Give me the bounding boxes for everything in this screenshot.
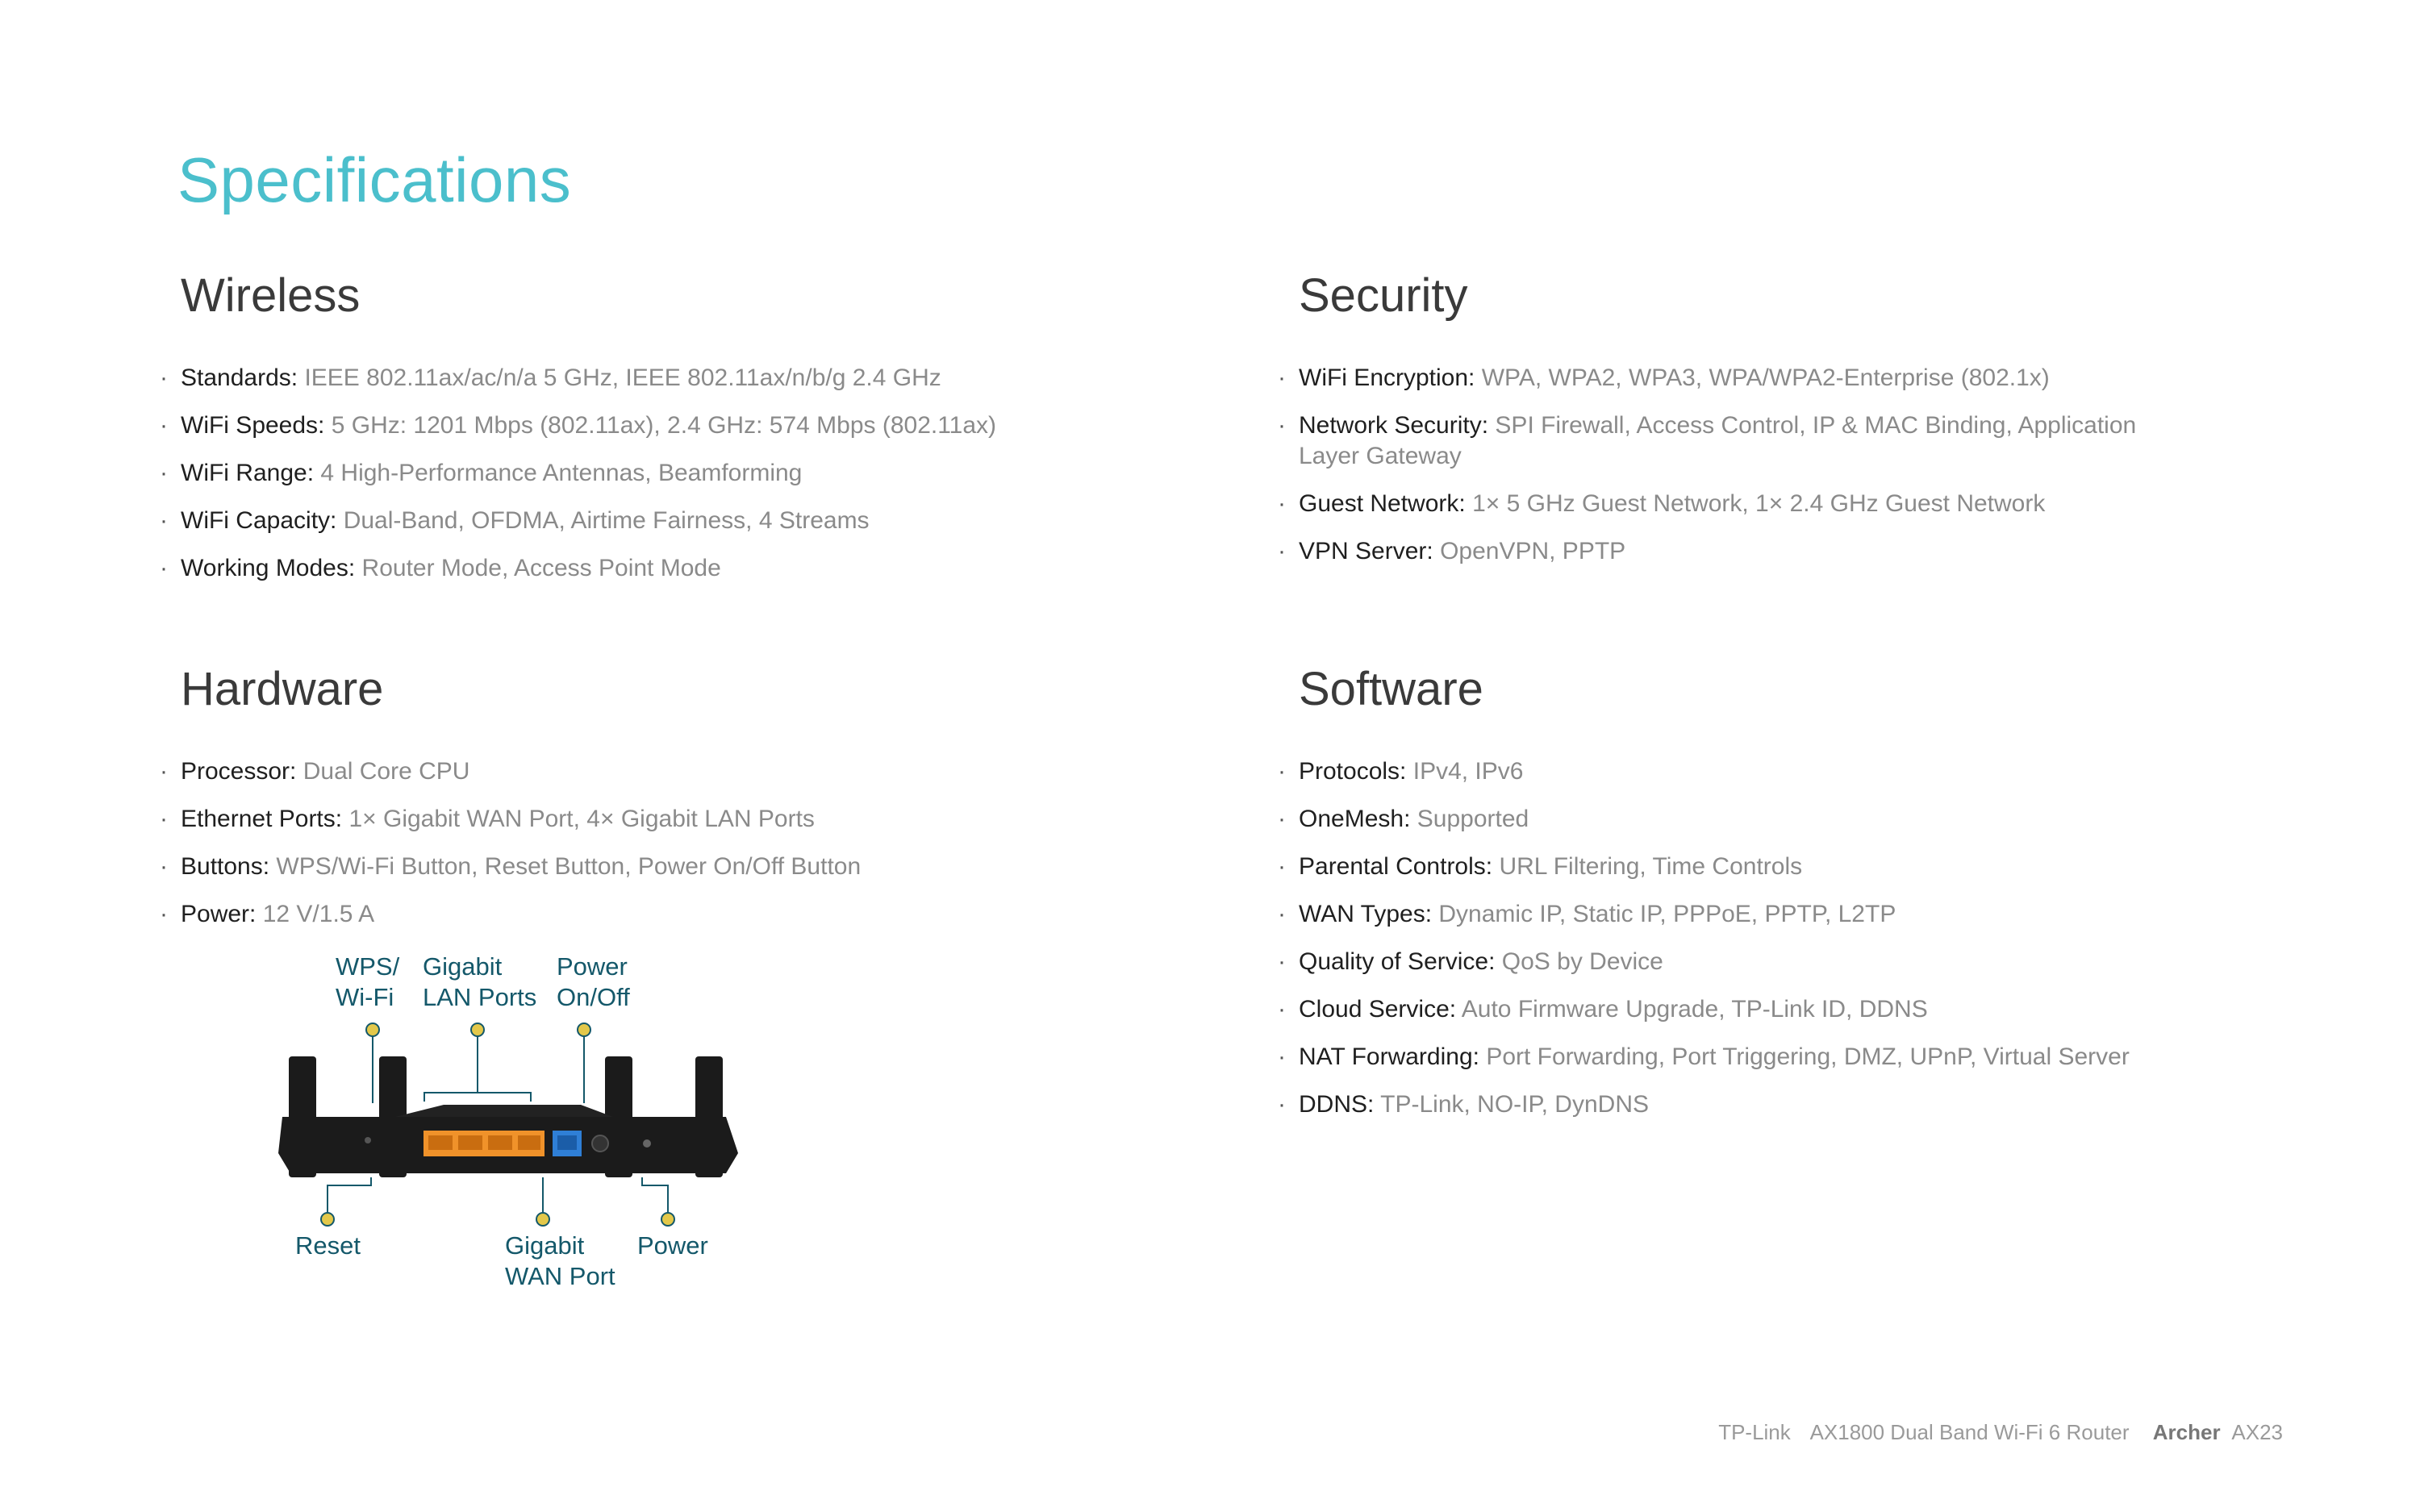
bullet-dot: · <box>160 412 168 439</box>
spec-item <box>1278 899 2347 930</box>
bullet-dot: · <box>1278 948 1286 975</box>
callout-dot-power <box>661 1213 674 1226</box>
spec-key: WiFi Capacity: <box>181 507 337 534</box>
bullet-dot: · <box>1278 758 1286 785</box>
label-wps-line1: WPS/ <box>336 952 400 981</box>
label-lan-line2: LAN Ports <box>423 983 537 1011</box>
router-top-ridge <box>395 1105 613 1117</box>
page-title: Specifications <box>177 144 572 215</box>
callout-dot-wan <box>536 1213 549 1226</box>
spec-key: VPN Server: <box>1299 538 1433 564</box>
footer-model-series: Archer <box>2152 1420 2221 1444</box>
spec-key: Cloud Service: <box>1299 996 1457 1023</box>
spec-key: Processor: <box>181 758 297 785</box>
hardware-heading: Hardware <box>181 663 384 715</box>
spec-item <box>160 506 1229 536</box>
bullet-dot: · <box>1278 853 1286 880</box>
wireless-spec-list <box>160 363 1229 584</box>
spec-value: Router Mode, Access Point Mode <box>361 555 721 581</box>
bullet-dot: · <box>160 364 168 391</box>
spec-value: TP-Link, NO-IP, DynDNS <box>1380 1091 1649 1118</box>
spec-item <box>1278 410 2146 472</box>
label-power-switch-line1: Power <box>557 952 628 981</box>
spec-key: NAT Forwarding: <box>1299 1043 1479 1070</box>
spec-item <box>160 804 1229 835</box>
spec-value: IEEE 802.11ax/ac/n/a 5 GHz, IEEE 802.11ax/n/b/g 2.4 GHz <box>304 364 941 391</box>
spec-item <box>1278 1042 2347 1073</box>
spec-key: WiFi Range: <box>181 460 315 486</box>
security-spec-list <box>1278 363 2146 567</box>
bullet-dot: · <box>1278 996 1286 1023</box>
spec-key: WiFi Speeds: <box>181 412 325 439</box>
spec-value: WPS/Wi-Fi Button, Reset Button, Power On/Off Button <box>276 853 862 880</box>
spec-key: Ethernet Ports: <box>181 806 343 832</box>
power-switch-shape <box>592 1135 608 1152</box>
label-power-switch <box>557 952 630 1013</box>
spec-item <box>1278 994 2347 1025</box>
bullet-dot: · <box>1278 1091 1286 1118</box>
spec-value: Supported <box>1417 806 1529 832</box>
spec-item <box>1278 804 2347 835</box>
spec-item <box>1278 363 2146 394</box>
wps-button-shape <box>365 1137 371 1143</box>
spec-value: Dual-Band, OFDMA, Airtime Fairness, 4 Streams <box>343 507 870 534</box>
bullet-dot: · <box>1278 490 1286 517</box>
label-wan-line1: Gigabit <box>505 1231 585 1260</box>
spec-value: WPA, WPA2, WPA3, WPA/WPA2-Enterprise (802.1x) <box>1481 364 2050 391</box>
bullet-dot: · <box>1278 1043 1286 1070</box>
spec-item <box>160 852 1229 882</box>
spec-value: 12 V/1.5 A <box>262 901 375 927</box>
software-spec-list <box>1278 756 2347 1120</box>
footer-product: AX1800 Dual Band Wi-Fi 6 Router <box>1809 1420 2130 1444</box>
label-reset: Reset <box>295 1231 361 1260</box>
software-heading: Software <box>1299 663 1483 715</box>
spec-value: SPI Firewall, Access Control, IP & MAC Binding, Application Layer Gateway <box>1299 412 2137 469</box>
power-jack-shape <box>643 1139 651 1148</box>
bullet-dot: · <box>1278 412 1286 439</box>
footer-model-number: AX23 <box>2231 1420 2283 1444</box>
spec-key: Guest Network: <box>1299 490 1466 517</box>
hardware-section <box>160 661 1229 947</box>
bullet-dot: · <box>160 806 168 832</box>
wireless-heading: Wireless <box>181 269 361 322</box>
spec-item <box>1278 756 2347 787</box>
label-lan-line1: Gigabit <box>423 952 503 981</box>
spec-value: Auto Firmware Upgrade, TP-Link ID, DDNS <box>1461 996 1928 1023</box>
spec-value: IPv4, IPv6 <box>1412 758 1524 785</box>
spec-value: 4 High-Performance Antennas, Beamforming <box>320 460 803 486</box>
spec-value: Dynamic IP, Static IP, PPPoE, PPTP, L2TP <box>1438 901 1896 927</box>
spec-key: Quality of Service: <box>1299 948 1496 975</box>
spec-key: Standards: <box>181 364 298 391</box>
bullet-dot: · <box>1278 901 1286 927</box>
spec-key: OneMesh: <box>1299 806 1411 832</box>
label-lan-ports <box>423 952 536 1013</box>
label-wps <box>336 952 399 1013</box>
footer-brand: TP-Link <box>1718 1420 1791 1444</box>
spec-key: Working Modes: <box>181 555 356 581</box>
security-heading: Security <box>1299 269 1468 322</box>
spec-key: Parental Controls: <box>1299 853 1493 880</box>
spec-item <box>1278 1089 2347 1120</box>
wireless-section <box>160 268 1229 601</box>
spec-value: 1× Gigabit WAN Port, 4× Gigabit LAN Ports <box>348 806 815 832</box>
spec-key: Power: <box>181 901 257 927</box>
bullet-dot: · <box>1278 806 1286 832</box>
callout-lines-bottom <box>328 1177 668 1218</box>
label-wan-port <box>505 1231 615 1292</box>
hardware-spec-list <box>160 756 1229 930</box>
spec-item <box>160 410 1229 441</box>
spec-value: URL Filtering, Time Controls <box>1499 853 1803 880</box>
spec-key: WAN Types: <box>1299 901 1433 927</box>
bullet-dot: · <box>160 758 168 785</box>
bullet-dot: · <box>1278 538 1286 564</box>
spec-key: Buttons: <box>181 853 270 880</box>
router-rear-panel-diagram <box>274 952 758 1306</box>
label-power: Power <box>637 1231 708 1260</box>
spec-key: DDNS: <box>1299 1091 1375 1118</box>
callout-dot-lan <box>471 1023 484 1036</box>
label-wan-line2: WAN Port <box>505 1262 615 1290</box>
spec-item <box>1278 536 2146 567</box>
callout-dot-power-switch <box>578 1023 590 1036</box>
spec-value: OpenVPN, PPTP <box>1440 538 1626 564</box>
lan-ports-shape <box>424 1131 544 1156</box>
bullet-dot: · <box>160 555 168 581</box>
wan-port-shape <box>553 1131 582 1156</box>
label-power-switch-line2: On/Off <box>557 983 630 1011</box>
bullet-dot: · <box>160 460 168 486</box>
spec-value: 1× 5 GHz Guest Network, 1× 2.4 GHz Guest Network <box>1472 490 2046 517</box>
footer <box>1718 1420 2283 1445</box>
bullet-dot: · <box>1278 364 1286 391</box>
spec-key: Network Security: <box>1299 412 1489 439</box>
spec-item <box>160 363 1229 394</box>
bullet-dot: · <box>160 507 168 534</box>
security-section <box>1278 268 2146 584</box>
spec-item <box>160 899 1229 930</box>
spec-item <box>1278 947 2347 977</box>
callout-dot-wps <box>366 1023 379 1036</box>
spec-item <box>1278 489 2146 519</box>
bullet-dot: · <box>160 853 168 880</box>
bullet-dot: · <box>160 901 168 927</box>
spec-item <box>160 756 1229 787</box>
callout-dot-reset <box>321 1213 334 1226</box>
spec-value: Port Forwarding, Port Triggering, DMZ, UPnP, Virtual Server <box>1486 1043 2130 1070</box>
spec-item <box>1278 852 2347 882</box>
spec-key: WiFi Encryption: <box>1299 364 1475 391</box>
spec-item <box>160 553 1229 584</box>
spec-value: 5 GHz: 1201 Mbps (802.11ax), 2.4 GHz: 574 Mbps (802.11ax) <box>331 412 997 439</box>
software-section <box>1278 661 2347 1137</box>
spec-value: QoS by Device <box>1501 948 1663 975</box>
spec-value: Dual Core CPU <box>302 758 470 785</box>
spec-key: Protocols: <box>1299 758 1407 785</box>
spec-item <box>160 458 1229 489</box>
label-wps-line2: Wi-Fi <box>336 983 394 1011</box>
